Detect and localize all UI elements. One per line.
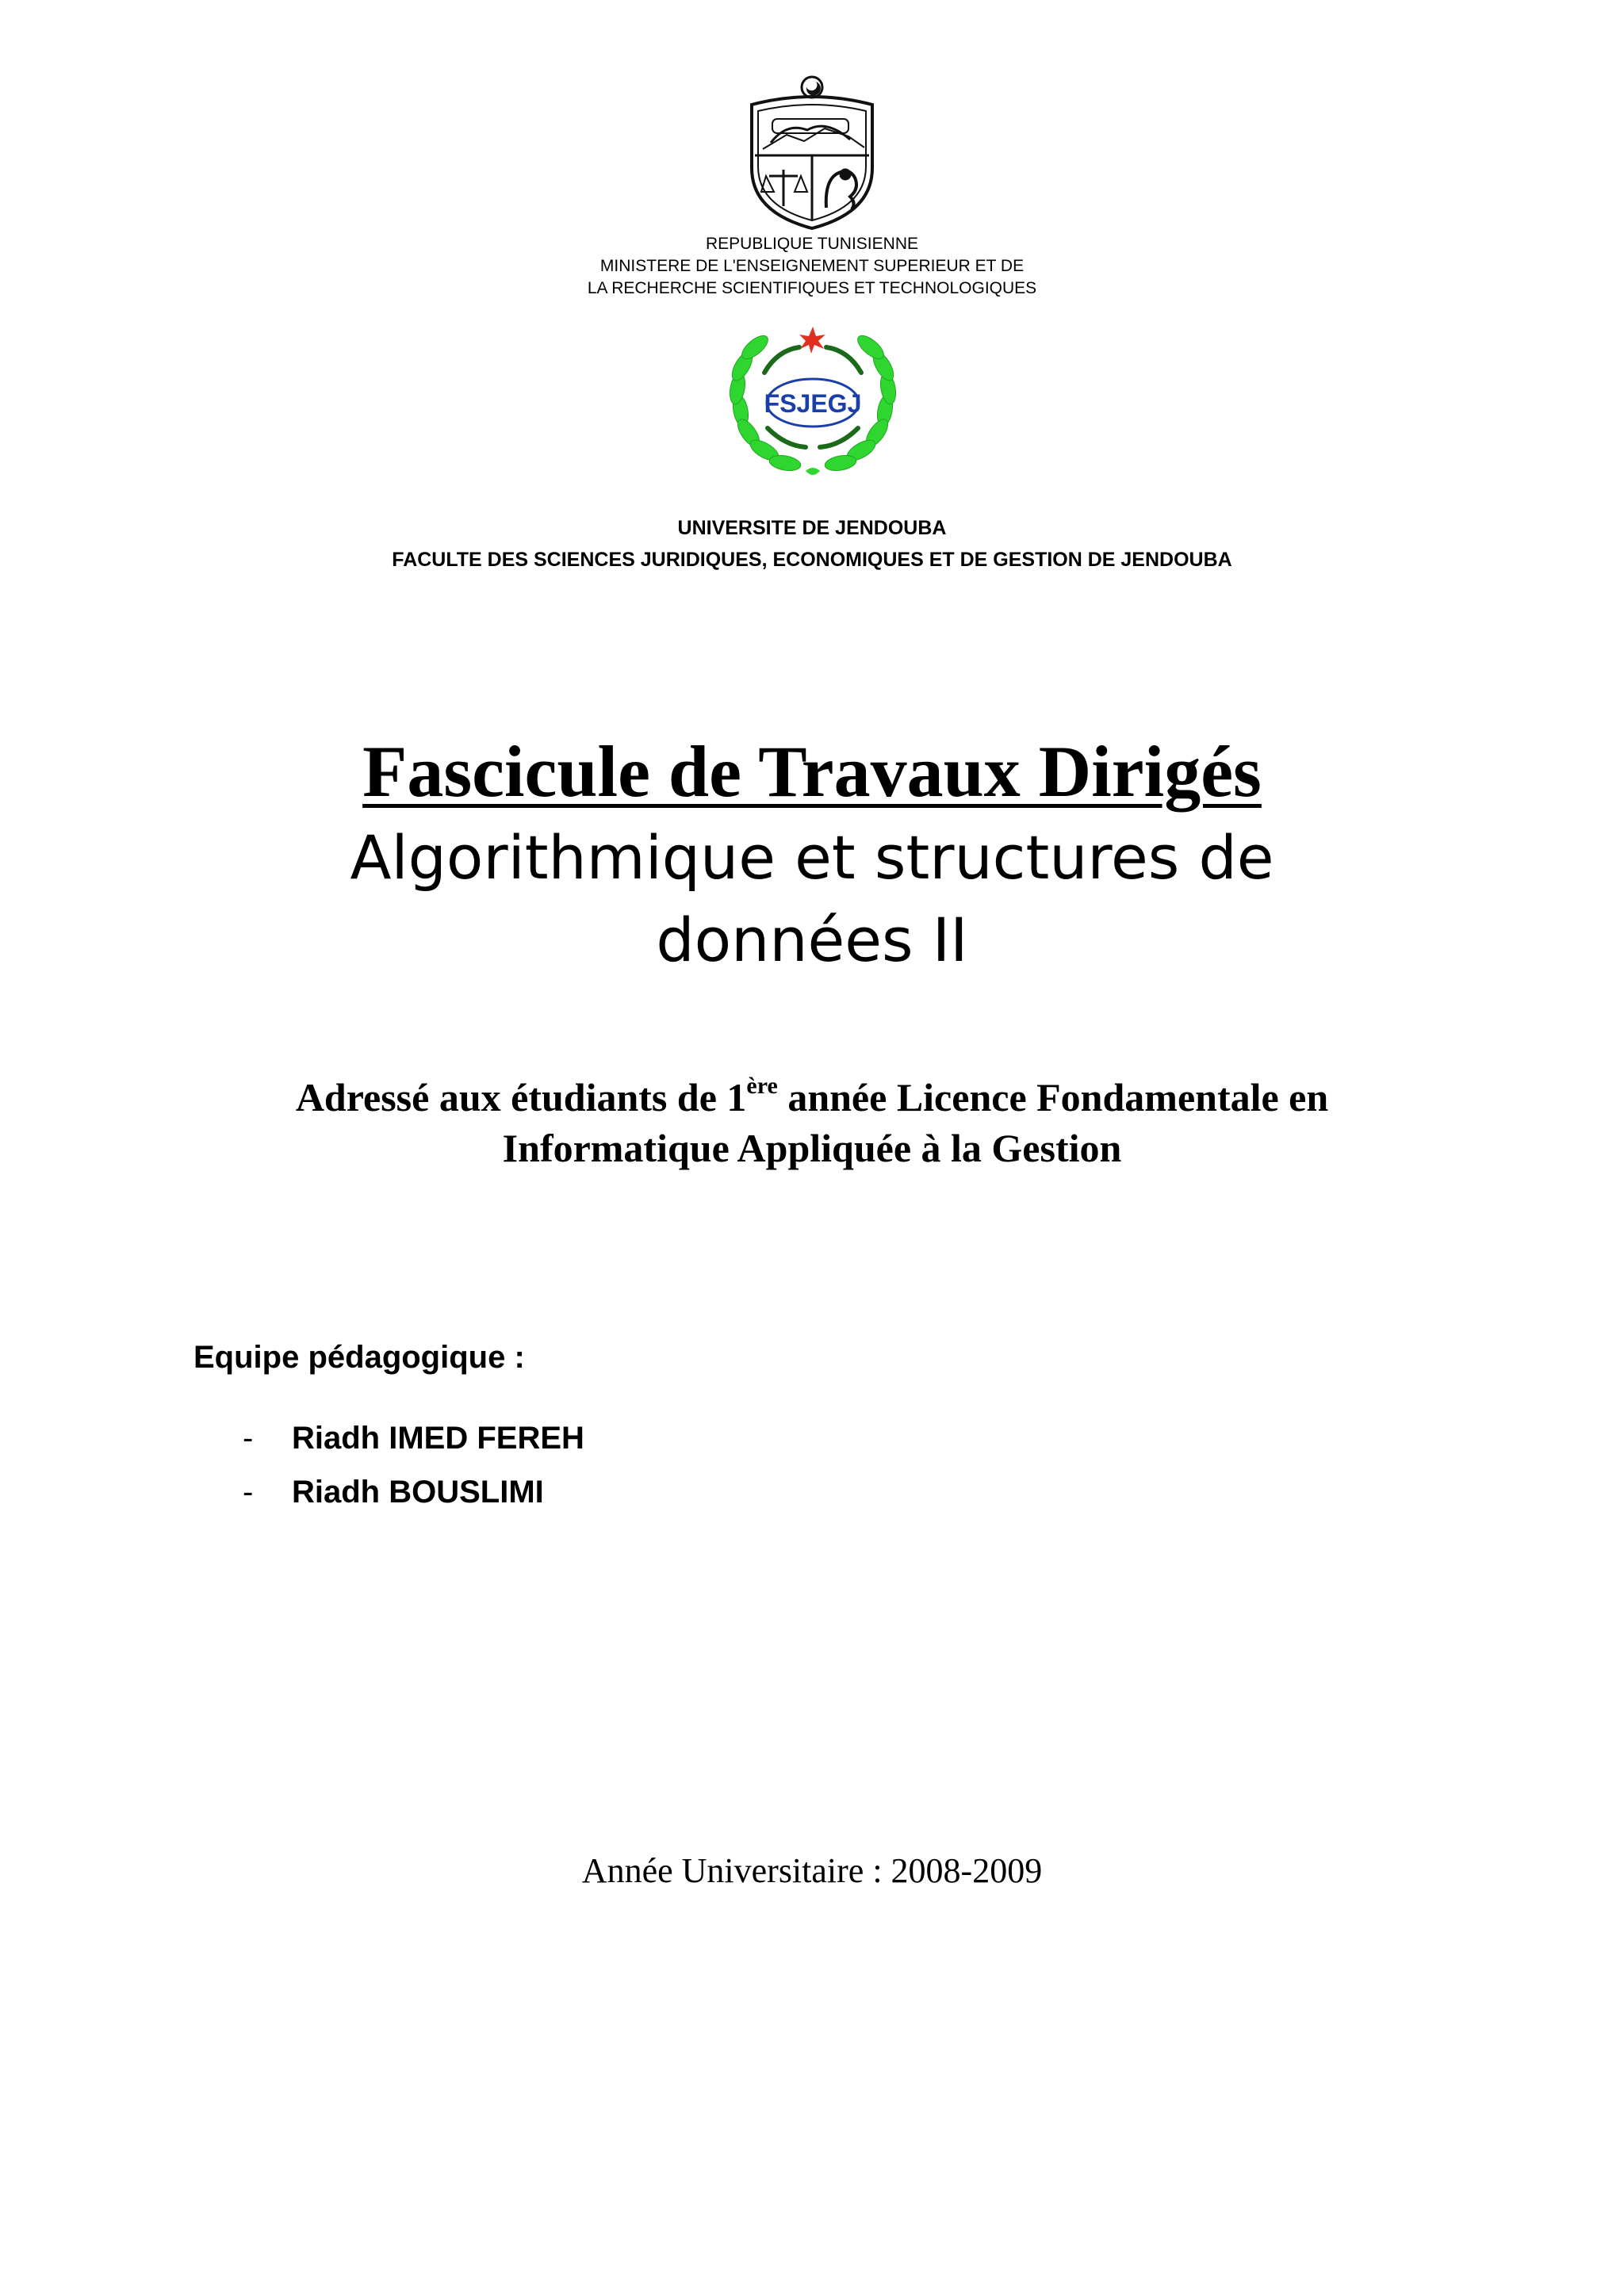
bullet-dash: -: [243, 1475, 254, 1510]
university-name: UNIVERSITE DE JENDOUBA: [677, 517, 947, 539]
team-member-name: Riadh IMED FEREH: [292, 1421, 584, 1456]
logo-text: FSJEGJ: [764, 389, 862, 418]
course-title-line-1: Algorithmique et structures de: [350, 822, 1274, 893]
ministry-line-1: MINISTERE DE L'ENSEIGNEMENT SUPERIEUR ET DE: [599, 257, 1025, 275]
academic-year: Année Universitaire : 2008-2009: [581, 1851, 1043, 1890]
document-title: Fascicule de Travaux Dirigés: [362, 731, 1262, 812]
audience-prefix: Adressé aux étudiants de 1: [295, 1075, 747, 1119]
course-title-line-2: données II: [656, 905, 968, 975]
team-member-name: Riadh BOUSLIMI: [292, 1475, 544, 1510]
list-item: [243, 1471, 584, 1525]
audience-suffix: année Licence Fondamentale en: [777, 1075, 1329, 1119]
ministry-line-2: LA RECHERCHE SCIENTIFIQUES ET TECHNOLOGIQUES: [587, 279, 1037, 297]
team-label: Equipe pédagogique :: [193, 1340, 525, 1375]
audience-line-1: [0, 1072, 1624, 1123]
fsjegj-laurel-logo-icon: [706, 316, 920, 482]
institution-block: [0, 512, 1624, 576]
faculty-name: FACULTE DES SCIENCES JURIDIQUES, ECONOMIQUES ET DE GESTION DE JENDOUBA: [392, 549, 1232, 571]
tunisia-coat-of-arms-icon: [731, 73, 893, 232]
audience-line-2: Informatique Appliquée à la Gestion: [502, 1126, 1122, 1170]
audience-superscript: ère: [746, 1073, 778, 1099]
country-name: REPUBLIQUE TUNISIENNE: [705, 235, 918, 253]
list-item: [243, 1418, 584, 1471]
government-header: [0, 233, 1624, 300]
team-member-list: [243, 1418, 584, 1525]
course-title: [0, 817, 1624, 982]
audience-statement: [0, 1072, 1624, 1173]
bullet-dash: -: [243, 1421, 254, 1456]
